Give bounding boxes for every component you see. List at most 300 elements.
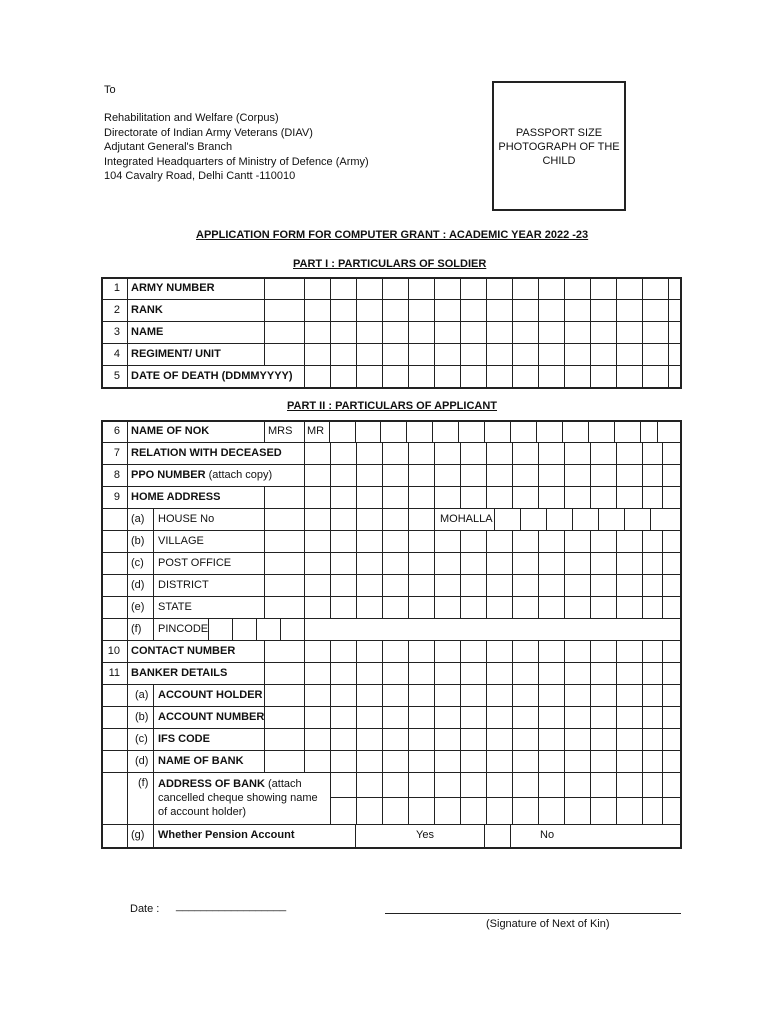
entry-box-divider <box>590 344 591 365</box>
entry-box-divider <box>356 487 357 508</box>
entry-box-divider <box>668 322 669 343</box>
entry-box-divider <box>460 553 461 574</box>
entry-box-divider <box>538 663 539 684</box>
entry-box-divider <box>588 421 589 442</box>
entry-box-divider <box>520 509 521 530</box>
entry-box-divider <box>616 685 617 706</box>
entry-box-divider <box>614 421 615 442</box>
entry-box-divider <box>538 278 539 299</box>
address-line: Adjutant General's Branch <box>104 141 233 154</box>
entry-box-divider <box>408 773 409 797</box>
entry-box-divider <box>616 553 617 574</box>
entry-box-divider <box>564 553 565 574</box>
district-label: DISTRICT <box>158 579 209 591</box>
entry-box-divider <box>432 421 433 442</box>
entry-box-divider <box>616 798 617 824</box>
sub-key: (c) <box>135 733 148 745</box>
entry-box-divider <box>434 798 435 824</box>
entry-box-divider <box>264 597 265 618</box>
entry-box-divider <box>434 597 435 618</box>
entry-box-divider <box>538 707 539 728</box>
entry-box-divider <box>512 685 513 706</box>
entry-box-divider <box>590 553 591 574</box>
entry-box-divider <box>330 597 331 618</box>
entry-box-divider <box>408 509 409 530</box>
entry-box-divider <box>616 751 617 772</box>
banker-details-label: BANKER DETAILS <box>131 667 228 679</box>
entry-box-divider <box>640 421 641 442</box>
row-divider <box>102 442 682 443</box>
entry-box-divider <box>624 509 625 530</box>
entry-box-divider <box>590 641 591 662</box>
entry-box-divider <box>564 707 565 728</box>
date-label: Date : <box>130 903 160 915</box>
row-divider <box>102 552 682 553</box>
row-divider <box>102 596 682 597</box>
entry-box-divider <box>662 729 663 750</box>
entry-box-divider <box>382 465 383 486</box>
entry-box-divider <box>486 663 487 684</box>
entry-box-divider <box>564 487 565 508</box>
entry-box-divider <box>642 553 643 574</box>
entry-box-divider <box>408 322 409 343</box>
entry-box-divider <box>512 344 513 365</box>
entry-box-divider <box>662 487 663 508</box>
entry-box-divider <box>486 575 487 596</box>
entry-box-divider <box>356 663 357 684</box>
entry-box-divider <box>642 773 643 797</box>
entry-box-divider <box>434 300 435 321</box>
row-number: 6 <box>113 425 120 437</box>
no-option[interactable]: No <box>540 829 555 841</box>
entry-box-divider <box>598 509 599 530</box>
entry-box-divider <box>494 509 495 530</box>
entry-box-divider <box>512 366 513 387</box>
entry-box-divider <box>356 707 357 728</box>
entry-box-divider <box>356 278 357 299</box>
entry-box-divider <box>460 366 461 387</box>
entry-box-divider <box>512 553 513 574</box>
address-line: Rehabilitation and Welfare (Corpus) <box>104 112 279 125</box>
entry-box-divider <box>304 531 305 552</box>
entry-box-divider <box>590 443 591 464</box>
entry-box-divider <box>330 663 331 684</box>
entry-box-divider <box>382 685 383 706</box>
sub-key: (b) <box>131 535 145 547</box>
entry-box-divider <box>408 366 409 387</box>
pincode-label: PINCODE <box>158 623 209 635</box>
entry-box-divider <box>264 531 265 552</box>
row-number: 7 <box>113 447 120 459</box>
entry-box-divider <box>382 707 383 728</box>
entry-box-divider <box>382 663 383 684</box>
entry-box-divider <box>460 487 461 508</box>
entry-box-divider <box>668 344 669 365</box>
entry-box-divider <box>564 597 565 618</box>
entry-box-divider <box>662 798 663 824</box>
row-divider <box>102 618 682 619</box>
entry-box-divider <box>356 531 357 552</box>
photo-box-text: PHOTOGRAPH OF THE <box>498 141 620 153</box>
entry-box-divider <box>590 663 591 684</box>
entry-box-divider <box>616 487 617 508</box>
date-field[interactable]: __________________ <box>176 900 287 912</box>
entry-box-divider <box>460 729 461 750</box>
sub-key: (a) <box>135 689 149 701</box>
entry-box-divider <box>616 773 617 797</box>
entry-box-divider <box>512 300 513 321</box>
entry-box-divider <box>590 798 591 824</box>
entry-box-divider <box>330 685 331 706</box>
entry-box-divider <box>538 575 539 596</box>
entry-box-divider <box>662 663 663 684</box>
relation-label: RELATION WITH DECEASED <box>131 447 282 459</box>
addressee-block <box>104 83 369 183</box>
entry-box-divider <box>616 729 617 750</box>
entry-box-divider <box>486 366 487 387</box>
mr-option[interactable]: MR <box>307 425 325 437</box>
entry-box-divider <box>590 751 591 772</box>
entry-box-divider <box>538 798 539 824</box>
entry-box-divider <box>460 663 461 684</box>
entry-box-divider <box>232 619 233 640</box>
entry-box-divider <box>662 465 663 486</box>
sub-key-divider <box>153 509 154 641</box>
bank-address-label-text: ADDRESS OF BANK <box>158 778 265 790</box>
entry-box-divider <box>406 421 407 442</box>
entry-box-divider <box>356 509 357 530</box>
entry-box-divider <box>564 685 565 706</box>
entry-box-divider <box>642 751 643 772</box>
entry-box-divider <box>434 509 435 530</box>
entry-box-divider <box>538 641 539 662</box>
entry-box-divider <box>382 597 383 618</box>
entry-box-divider <box>564 531 565 552</box>
entry-box-divider <box>434 575 435 596</box>
entry-box-divider <box>434 729 435 750</box>
entry-box-divider <box>408 531 409 552</box>
entry-box-divider <box>408 443 409 464</box>
entry-box-divider <box>512 465 513 486</box>
nok-label: NAME OF NOK <box>131 425 210 437</box>
entry-box-divider <box>304 322 305 343</box>
entry-box-divider <box>642 707 643 728</box>
entry-box-divider <box>460 597 461 618</box>
row-divider <box>102 772 682 773</box>
entry-box-divider <box>662 575 663 596</box>
entry-box-divider <box>538 344 539 365</box>
entry-box-divider <box>330 773 331 797</box>
entry-box-divider <box>434 773 435 797</box>
entry-box-divider <box>662 443 663 464</box>
entry-box-divider <box>512 707 513 728</box>
entry-box-divider <box>642 597 643 618</box>
entry-box-divider <box>304 366 305 387</box>
entry-box-divider <box>590 575 591 596</box>
sub-key: (e) <box>131 601 145 613</box>
sub-key: (f) <box>138 777 149 789</box>
entry-box-divider <box>264 487 265 508</box>
entry-box-divider <box>304 553 305 574</box>
entry-box-divider <box>460 707 461 728</box>
entry-box-divider <box>304 421 305 442</box>
entry-box-divider <box>382 798 383 824</box>
entry-box-divider <box>330 531 331 552</box>
entry-box-divider <box>434 465 435 486</box>
entry-box-divider <box>264 300 265 321</box>
village-label: VILLAGE <box>158 535 204 547</box>
row-divider <box>102 508 682 509</box>
entry-box-divider <box>434 366 435 387</box>
entry-box-divider <box>460 751 461 772</box>
entry-box-divider <box>642 465 643 486</box>
row-divider <box>102 464 682 465</box>
entry-box-divider <box>590 300 591 321</box>
entry-box-divider <box>330 641 331 662</box>
entry-box-divider <box>356 575 357 596</box>
entry-box-divider <box>512 597 513 618</box>
entry-box-divider <box>590 278 591 299</box>
entry-box-divider <box>355 421 356 442</box>
entry-box-divider <box>484 421 485 442</box>
entry-box-divider <box>382 531 383 552</box>
yes-option[interactable]: Yes <box>416 829 434 841</box>
passport-photo-box[interactable] <box>492 81 626 211</box>
entry-box-divider <box>382 509 383 530</box>
entry-box-divider <box>662 553 663 574</box>
rank-label: RANK <box>131 304 163 316</box>
entry-box-divider <box>304 619 305 640</box>
entry-box-divider <box>512 663 513 684</box>
entry-box-divider <box>408 278 409 299</box>
entry-box-divider <box>564 641 565 662</box>
entry-box-divider <box>662 685 663 706</box>
entry-box-divider <box>434 685 435 706</box>
entry-box-divider <box>408 344 409 365</box>
entry-box-divider <box>330 729 331 750</box>
entry-box-divider <box>538 443 539 464</box>
entry-box-divider <box>564 465 565 486</box>
entry-box-divider <box>304 707 305 728</box>
entry-box-divider <box>642 798 643 824</box>
entry-box-divider <box>642 531 643 552</box>
entry-box-divider <box>512 751 513 772</box>
entry-box-divider <box>616 344 617 365</box>
entry-box-divider <box>616 597 617 618</box>
entry-box-divider <box>408 729 409 750</box>
row-divider <box>102 486 682 487</box>
entry-box-divider <box>264 553 265 574</box>
entry-box-divider <box>434 322 435 343</box>
ppo-note: (attach copy) <box>208 469 273 481</box>
entry-box-divider <box>564 344 565 365</box>
part1-title: PART I : PARTICULARS OF SOLDIER <box>293 258 487 270</box>
row-number: 8 <box>113 469 120 481</box>
entry-box-divider <box>264 663 265 684</box>
entry-box-divider <box>408 300 409 321</box>
entry-box-divider <box>538 685 539 706</box>
row-number: 3 <box>113 326 120 338</box>
entry-box-divider <box>486 487 487 508</box>
address-line: 104 Cavalry Road, Delhi Cantt -110010 <box>104 170 296 183</box>
form-title: APPLICATION FORM FOR COMPUTER GRANT : ACADEMIC YEAR 2022 -23 <box>196 229 589 241</box>
entry-box-divider <box>304 641 305 662</box>
entry-box-divider <box>642 366 643 387</box>
entry-box-divider <box>264 278 265 299</box>
sub-key: (b) <box>135 711 149 723</box>
entry-box-divider <box>264 344 265 365</box>
bank-address-label <box>158 777 318 819</box>
entry-box-divider <box>564 300 565 321</box>
entry-box-divider <box>356 597 357 618</box>
entry-box-divider <box>408 685 409 706</box>
signature-line[interactable] <box>385 913 681 914</box>
entry-box-divider <box>512 487 513 508</box>
entry-box-divider <box>408 597 409 618</box>
entry-box-divider <box>616 531 617 552</box>
entry-box-divider <box>642 344 643 365</box>
entry-box-divider <box>434 278 435 299</box>
entry-box-divider <box>486 344 487 365</box>
entry-box-divider <box>408 751 409 772</box>
entry-box-divider <box>564 443 565 464</box>
signature-caption: (Signature of Next of Kin) <box>486 918 610 930</box>
entry-box-divider <box>458 421 459 442</box>
entry-box-divider <box>356 322 357 343</box>
entry-box-divider <box>356 366 357 387</box>
entry-box-divider <box>408 553 409 574</box>
entry-box-divider <box>304 597 305 618</box>
entry-box-divider <box>304 278 305 299</box>
entry-box-divider <box>486 443 487 464</box>
entry-box-divider <box>590 773 591 797</box>
entry-box-divider <box>382 300 383 321</box>
bank-address-note: of account holder) <box>158 806 247 818</box>
entry-box-divider <box>642 322 643 343</box>
row-divider <box>102 750 682 751</box>
entry-box-divider <box>382 443 383 464</box>
sub-key: (c) <box>131 557 144 569</box>
entry-box-divider <box>590 597 591 618</box>
row-divider <box>102 365 682 366</box>
account-holder-label: ACCOUNT HOLDER <box>158 689 263 701</box>
entry-box-divider <box>330 553 331 574</box>
entry-box-divider <box>668 366 669 387</box>
entry-box-divider <box>590 531 591 552</box>
entry-box-divider <box>564 798 565 824</box>
entry-box-divider <box>356 641 357 662</box>
post-office-label: POST OFFICE <box>158 557 232 569</box>
entry-box-divider <box>616 663 617 684</box>
entry-box-divider <box>642 641 643 662</box>
entry-box-divider <box>486 707 487 728</box>
address-line: Integrated Headquarters of Ministry of Defence (Army) <box>104 155 369 168</box>
entry-box-divider <box>642 443 643 464</box>
entry-box-divider <box>572 509 573 530</box>
entry-box-divider <box>564 322 565 343</box>
entry-box-divider <box>538 773 539 797</box>
entry-box-divider <box>590 729 591 750</box>
entry-box-divider <box>512 798 513 824</box>
entry-box-divider <box>330 465 331 486</box>
row-divider <box>102 321 682 322</box>
date-of-death-label: DATE OF DEATH (DDMMYYYY) <box>131 370 293 382</box>
row-divider <box>102 343 682 344</box>
entry-box-divider <box>564 663 565 684</box>
entry-box-divider <box>616 366 617 387</box>
entry-box-divider <box>668 278 669 299</box>
entry-box-divider <box>486 465 487 486</box>
sub-key: (d) <box>135 755 149 767</box>
mrs-option[interactable]: MRS <box>268 425 293 437</box>
entry-box-divider <box>512 531 513 552</box>
entry-box-divider <box>538 300 539 321</box>
entry-box-divider <box>510 825 511 847</box>
row-divider <box>102 530 682 531</box>
row-number: 1 <box>113 282 120 294</box>
entry-box-divider <box>616 322 617 343</box>
entry-box-divider <box>304 729 305 750</box>
entry-box-divider <box>642 729 643 750</box>
entry-box-divider <box>434 443 435 464</box>
entry-box-divider <box>546 509 547 530</box>
entry-box-divider <box>650 509 651 530</box>
entry-box-divider <box>460 300 461 321</box>
contact-number-label: CONTACT NUMBER <box>131 645 236 657</box>
column-divider <box>127 278 128 388</box>
to-label: To <box>104 84 116 96</box>
entry-box-divider <box>304 751 305 772</box>
entry-box-divider <box>486 641 487 662</box>
row-number: 5 <box>113 370 120 382</box>
row-divider <box>102 684 682 685</box>
entry-box-divider <box>590 465 591 486</box>
entry-box-divider <box>356 773 357 797</box>
entry-box-divider <box>512 278 513 299</box>
entry-box-divider <box>538 597 539 618</box>
entry-box-divider <box>382 751 383 772</box>
entry-box-divider <box>408 798 409 824</box>
entry-box-divider <box>657 421 658 442</box>
row-divider <box>102 299 682 300</box>
entry-box-divider <box>382 344 383 365</box>
row-divider <box>102 662 682 663</box>
sub-key: (a) <box>131 513 145 525</box>
entry-box-divider <box>590 685 591 706</box>
entry-box-divider <box>304 575 305 596</box>
row-number: 10 <box>107 645 120 657</box>
entry-box-divider <box>512 641 513 662</box>
row-number: 4 <box>113 348 120 360</box>
entry-box-divider <box>304 465 305 486</box>
entry-box-divider <box>356 300 357 321</box>
entry-box-divider <box>382 729 383 750</box>
entry-box-divider <box>408 641 409 662</box>
entry-box-divider <box>616 707 617 728</box>
entry-box-divider <box>486 531 487 552</box>
entry-box-divider <box>356 344 357 365</box>
ppo-label <box>131 469 272 482</box>
entry-box-divider <box>590 322 591 343</box>
entry-box-divider <box>264 509 265 530</box>
row-number: 2 <box>113 304 120 316</box>
entry-box-divider <box>590 487 591 508</box>
entry-box-divider <box>460 443 461 464</box>
row-divider <box>102 824 682 825</box>
entry-box-divider <box>355 825 356 847</box>
entry-box-divider <box>460 685 461 706</box>
entry-box-divider <box>662 707 663 728</box>
